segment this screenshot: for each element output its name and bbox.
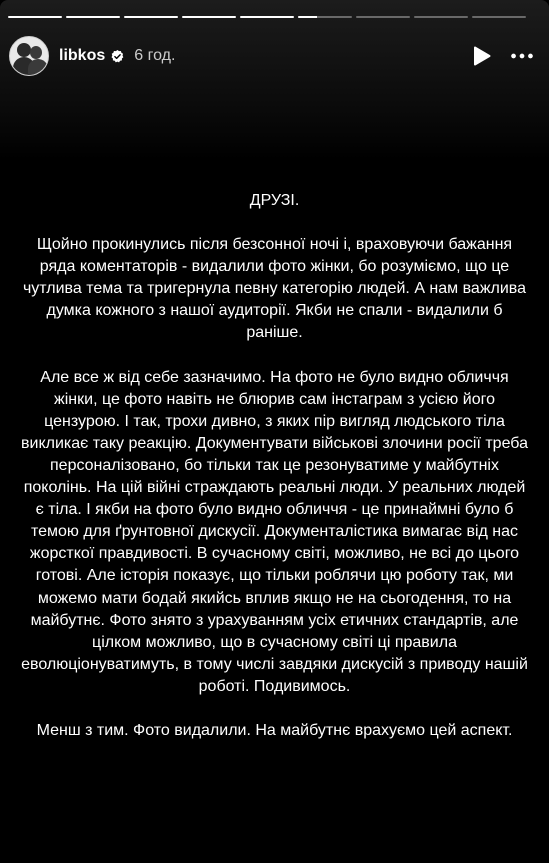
post-time: 6 год.	[134, 47, 176, 64]
username[interactable]: libkos	[59, 47, 106, 64]
story-progress-bar	[8, 16, 526, 18]
progress-segment	[124, 16, 178, 18]
progress-segment	[298, 16, 352, 18]
story-text	[20, 190, 529, 764]
story-title: ДРУЗІ.	[249, 192, 300, 209]
more-icon	[511, 53, 533, 59]
play-icon	[473, 46, 491, 66]
progress-segment	[414, 16, 468, 18]
progress-segment	[472, 16, 526, 18]
story-paragraph-1: Щойно прокинулись після безсонної ночі і, враховуючи бажання ряда коментаторів - видалили фото жінки, бо розуміємо, що це чутлива тема та тригернула певну категорію людей. А нам важлива думка кожного з нашої аудиторії. Якби не спали - видалили б раніше.	[22, 236, 527, 342]
progress-segment	[66, 16, 120, 18]
progress-segment	[240, 16, 294, 18]
progress-segment	[182, 16, 236, 18]
story-paragraph-2: Але все ж від себе зазначимо. На фото не було видно обличчя жінки, це фото навіть не блюрив сам інстаграм з усією його цензурою. І так, трохи дивно, з яких пір вигляд людського тіла викликає таку реакцію. Документувати військові злочини росії треба персоналізовано, бо тільки так це резонуватиме у майбутніх поколінь. На цій війні страждають реальні люди. У реальних людей є тіла. І якби на фото було видно обличчя - це принаймні було б темою для ґрунтовної дискусії. Документалістика вимагає від нас жорсткої правдивості. В сучасному світі, можливо, не всі до цього готові. Але історія показує, що тільки роблячи цю роботу так, ми можемо мати бодай якийсь вплив якщо не на сьогодення, то на майбутнє. Фото знято з урахуванням усіх етичних стандартів, але цілком можливо, що в сучасному світі ці правила еволюціонуватимуть, в тому числі завдяки дискусій з приводу нашій роботі. Подивимось.	[21, 368, 528, 695]
avatar[interactable]	[9, 36, 49, 76]
more-options-button[interactable]	[511, 45, 533, 67]
progress-segment	[8, 16, 62, 18]
verified-badge-icon	[110, 49, 125, 64]
story-header	[9, 36, 533, 76]
play-button[interactable]	[471, 45, 493, 67]
story-paragraph-3: Менш з тим. Фото видалили. На майбутнє врахуємо цей аспект.	[36, 721, 513, 739]
progress-segment	[356, 16, 410, 18]
